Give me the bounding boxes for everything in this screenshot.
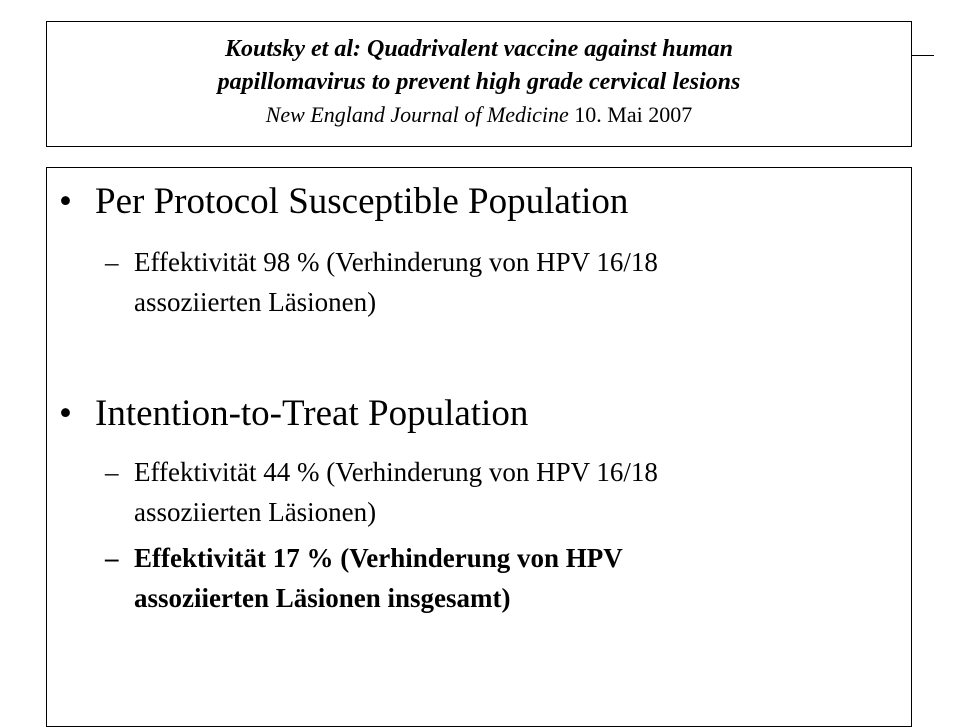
sub-dash: – bbox=[105, 247, 119, 277]
bullet-symbol: • bbox=[59, 393, 72, 434]
bullet-intention-to-treat bbox=[59, 392, 528, 436]
slide-title-box bbox=[46, 21, 912, 147]
sub-item-effectiveness-98 bbox=[105, 242, 658, 322]
sub-item-effectiveness-17 bbox=[105, 538, 623, 618]
sub-text-line-2: assoziierten Läsionen insgesamt) bbox=[134, 583, 511, 613]
decorative-rule bbox=[912, 55, 934, 56]
sub-dash: – bbox=[105, 543, 119, 573]
bullet-symbol: • bbox=[59, 181, 72, 222]
bullet-text: Per Protocol Susceptible Population bbox=[95, 181, 629, 222]
journal-name: New England Journal of Medicine bbox=[265, 102, 569, 127]
publication-date: 10. Mai 2007 bbox=[568, 102, 693, 127]
sub-text-line-1: Effektivität 98 % (Verhinderung von HPV 16/18 bbox=[134, 247, 658, 277]
citation bbox=[47, 102, 911, 128]
sub-text-line-2: assoziierten Läsionen) bbox=[134, 497, 377, 527]
title-line-1: Koutsky et al: Quadrivalent vaccine against human bbox=[224, 36, 734, 62]
sub-dash: – bbox=[105, 457, 119, 487]
sub-text-line-1: Effektivität 44 % (Verhinderung von HPV 16/18 bbox=[134, 457, 658, 487]
slide-content-box bbox=[46, 167, 912, 727]
sub-item-effectiveness-44 bbox=[105, 452, 658, 532]
title-line-2: papillomavirus to prevent high grade cervical lesions bbox=[217, 69, 741, 95]
bullet-text: Intention-to-Treat Population bbox=[95, 393, 529, 434]
sub-text-line-1: Effektivität 17 % (Verhinderung von HPV bbox=[134, 543, 623, 573]
bullet-per-protocol bbox=[59, 180, 628, 224]
sub-text-line-2: assoziierten Läsionen) bbox=[134, 287, 377, 317]
